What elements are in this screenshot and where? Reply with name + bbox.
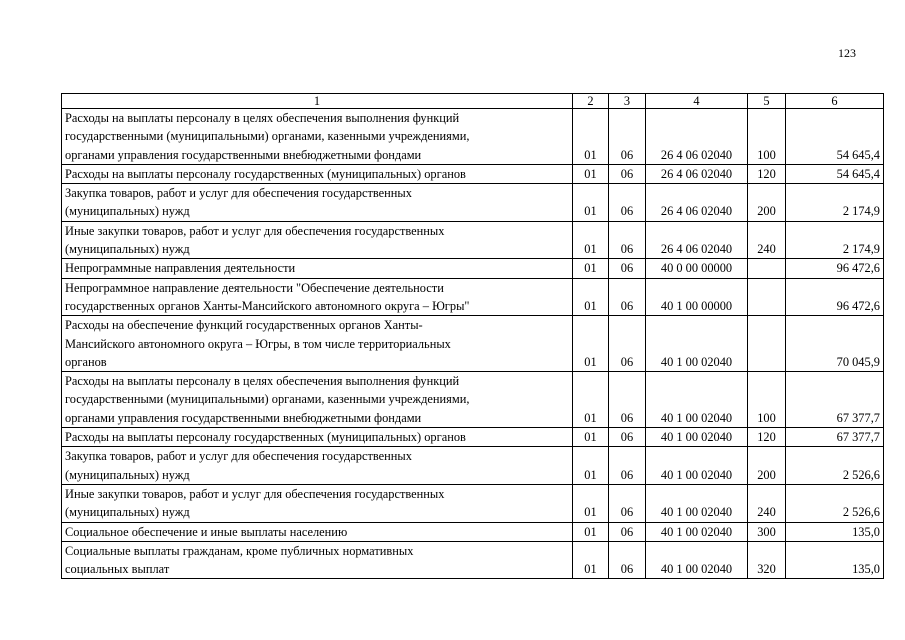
expense-type-code: 100: [748, 109, 786, 165]
amount: 2 174,9: [786, 221, 884, 259]
table-row: [62, 316, 884, 372]
section-code: 01: [573, 372, 609, 428]
description-line: Расходы на выплаты персоналу в целях обеспечения выполнения функций: [65, 111, 460, 125]
subsection-code: 06: [609, 522, 646, 541]
expense-type-code: 240: [748, 221, 786, 259]
subsection-code: 06: [609, 259, 646, 278]
table-row: [62, 109, 884, 165]
subsection-code: 06: [609, 164, 646, 183]
amount: 67 377,7: [786, 428, 884, 447]
amount: 2 174,9: [786, 184, 884, 222]
target-article-code: 40 1 00 02040: [646, 484, 748, 522]
subsection-code: 06: [609, 109, 646, 165]
amount: 2 526,6: [786, 484, 884, 522]
table-row: [62, 522, 884, 541]
description-line: государственными (муниципальными) органами, казенными учреждениями,: [65, 129, 470, 144]
target-article-code: 40 1 00 00000: [646, 278, 748, 316]
section-code: 01: [573, 541, 609, 579]
row-description: [62, 372, 573, 428]
table-body: [62, 94, 884, 579]
table-row: [62, 372, 884, 428]
row-description: [62, 259, 573, 278]
subsection-code: 06: [609, 221, 646, 259]
amount: 96 472,6: [786, 259, 884, 278]
amount: 54 645,4: [786, 109, 884, 165]
header-cell-3: 3: [609, 94, 646, 109]
subsection-code: 06: [609, 428, 646, 447]
amount: 70 045,9: [786, 316, 884, 372]
subsection-code: 06: [609, 541, 646, 579]
expense-type-code: [748, 259, 786, 278]
table-row: [62, 447, 884, 485]
target-article-code: 40 1 00 02040: [646, 428, 748, 447]
description-line: Расходы на обеспечение функций государственных органов Ханты-: [65, 318, 423, 333]
target-article-code: 40 1 00 02040: [646, 372, 748, 428]
description-line: органами управления государственными внебюджетными фондами: [65, 410, 422, 425]
description-line: органов: [65, 354, 107, 369]
row-description: [62, 184, 573, 222]
description-line: органами управления государственными внебюджетными фондами: [65, 147, 422, 162]
description-line: Иные закупки товаров, работ и услуг для обеспечения государственных: [65, 223, 445, 238]
section-code: 01: [573, 447, 609, 485]
description-line: Расходы на выплаты персоналу государственных (муниципальных) органов: [65, 430, 466, 445]
description-line: социальных выплат: [65, 562, 170, 577]
table-row: [62, 259, 884, 278]
expense-type-code: 200: [748, 447, 786, 485]
expense-type-code: 320: [748, 541, 786, 579]
expense-type-code: 120: [748, 164, 786, 183]
section-code: 01: [573, 522, 609, 541]
expense-type-code: 300: [748, 522, 786, 541]
amount: 135,0: [786, 541, 884, 579]
row-description: [62, 484, 573, 522]
row-description: [62, 522, 573, 541]
header-cell-4: 4: [646, 94, 748, 109]
expense-type-code: 240: [748, 484, 786, 522]
header-row: [62, 94, 884, 109]
expense-type-code: [748, 316, 786, 372]
subsection-code: 06: [609, 484, 646, 522]
row-description: [62, 164, 573, 183]
description-line: Закупка товаров, работ и услуг для обеспечения государственных: [65, 449, 412, 464]
description-line: Социальное обеспечение и иные выплаты населению: [65, 524, 348, 539]
section-code: 01: [573, 164, 609, 183]
subsection-code: 06: [609, 372, 646, 428]
page-number: 123: [838, 46, 856, 60]
section-code: 01: [573, 259, 609, 278]
section-code: 01: [573, 316, 609, 372]
description-line: государственными (муниципальными) органами, казенными учреждениями,: [65, 392, 470, 407]
row-description: [62, 109, 573, 165]
table-row: [62, 184, 884, 222]
section-code: 01: [573, 278, 609, 316]
subsection-code: 06: [609, 184, 646, 222]
description-line: государственных органов Ханты-Мансийского автономного округа – Югры": [65, 298, 470, 313]
target-article-code: 26 4 06 02040: [646, 164, 748, 183]
section-code: 01: [573, 221, 609, 259]
description-line: Расходы на выплаты персоналу в целях обеспечения выполнения функций: [65, 374, 460, 389]
table-row: [62, 541, 884, 579]
description-line: Непрограммное направление деятельности "Обеспечение деятельности: [65, 280, 444, 295]
description-line: Закупка товаров, работ и услуг для обеспечения государственных: [65, 186, 412, 201]
section-code: 01: [573, 184, 609, 222]
target-article-code: 26 4 06 02040: [646, 109, 748, 165]
table-row: [62, 278, 884, 316]
target-article-code: 40 0 00 00000: [646, 259, 748, 278]
description-line: Расходы на выплаты персоналу государственных (муниципальных) органов: [65, 166, 466, 181]
target-article-code: 40 1 00 02040: [646, 541, 748, 579]
description-line: Мансийского автономного округа – Югры, в том числе территориальных: [65, 336, 451, 351]
amount: 67 377,7: [786, 372, 884, 428]
description-line: (муниципальных) нужд: [65, 505, 190, 520]
description-line: Непрограммные направления деятельности: [65, 261, 296, 276]
target-article-code: 40 1 00 02040: [646, 316, 748, 372]
table-row: [62, 484, 884, 522]
row-description: [62, 316, 573, 372]
header-cell-5: 5: [748, 94, 786, 109]
target-article-code: 40 1 00 02040: [646, 447, 748, 485]
row-description: [62, 221, 573, 259]
subsection-code: 06: [609, 278, 646, 316]
header-cell-6: 6: [786, 94, 884, 109]
target-article-code: 26 4 06 02040: [646, 184, 748, 222]
section-code: 01: [573, 109, 609, 165]
row-description: [62, 541, 573, 579]
header-cell-2: 2: [573, 94, 609, 109]
table-row: [62, 221, 884, 259]
section-code: 01: [573, 428, 609, 447]
expense-type-code: 100: [748, 372, 786, 428]
description-line: (муниципальных) нужд: [65, 242, 190, 257]
subsection-code: 06: [609, 316, 646, 372]
description-line: Иные закупки товаров, работ и услуг для обеспечения государственных: [65, 486, 445, 501]
amount: 54 645,4: [786, 164, 884, 183]
row-description: [62, 278, 573, 316]
row-description: [62, 447, 573, 485]
subsection-code: 06: [609, 447, 646, 485]
expense-type-code: [748, 278, 786, 316]
budget-table: [61, 93, 884, 579]
amount: 96 472,6: [786, 278, 884, 316]
description-line: (муниципальных) нужд: [65, 204, 190, 219]
amount: 135,0: [786, 522, 884, 541]
target-article-code: 26 4 06 02040: [646, 221, 748, 259]
expense-type-code: 120: [748, 428, 786, 447]
row-description: [62, 428, 573, 447]
table-row: [62, 428, 884, 447]
section-code: 01: [573, 484, 609, 522]
target-article-code: 40 1 00 02040: [646, 522, 748, 541]
expense-type-code: 200: [748, 184, 786, 222]
amount: 2 526,6: [786, 447, 884, 485]
header-cell-1: 1: [62, 94, 573, 109]
description-line: Социальные выплаты гражданам, кроме публичных нормативных: [65, 543, 414, 558]
description-line: (муниципальных) нужд: [65, 467, 190, 482]
table-row: [62, 164, 884, 183]
